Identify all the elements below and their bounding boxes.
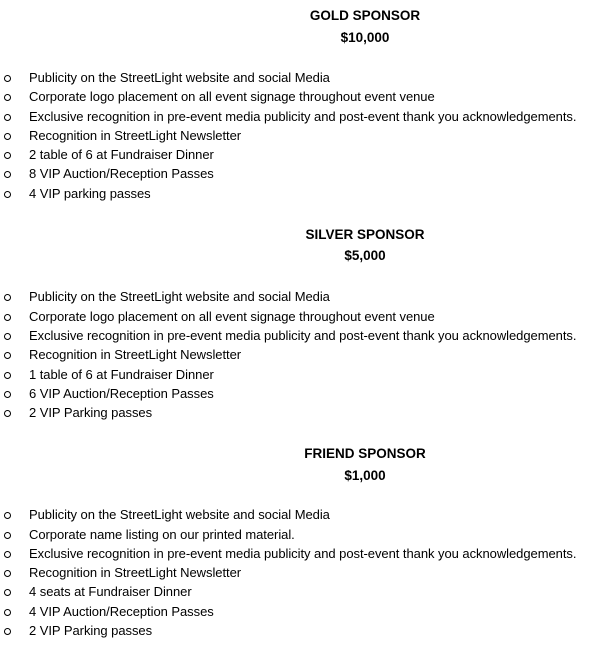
benefit-text: Publicity on the StreetLight website and social Media (29, 70, 330, 85)
benefit-text: Publicity on the StreetLight website and social Media (29, 507, 330, 522)
benefit-text: Corporate logo placement on all event signage throughout event venue (29, 89, 435, 104)
hollow-bullet-icon (4, 314, 11, 321)
hollow-bullet-icon (4, 391, 11, 398)
benefit-text: 6 VIP Auction/Reception Passes (29, 386, 214, 401)
benefit-text: Recognition in StreetLight Newsletter (29, 565, 242, 580)
tier-price: $10,000 (340, 30, 390, 45)
hollow-bullet-icon (4, 352, 11, 359)
hollow-bullet-icon (4, 551, 11, 558)
benefit-text: Corporate name listing on our printed material. (29, 527, 295, 542)
tier-price: $1,000 (344, 468, 386, 483)
benefit-text: Exclusive recognition in pre-event media publicity and post-event thank you acknowledgements. (29, 109, 577, 124)
hollow-bullet-icon (4, 570, 11, 577)
hollow-bullet-icon (4, 191, 11, 198)
benefit-text: Publicity on the StreetLight website and social Media (29, 289, 330, 304)
benefit-text: 4 VIP parking passes (29, 186, 151, 201)
hollow-bullet-icon (4, 152, 11, 159)
benefit-text: 1 table of 6 at Fundraiser Dinner (29, 367, 214, 382)
tier-title: FRIEND SPONSOR (304, 446, 426, 461)
benefit-text: Recognition in StreetLight Newsletter (29, 347, 242, 362)
tier-price: $5,000 (344, 248, 386, 263)
hollow-bullet-icon (4, 114, 11, 121)
benefit-text: Recognition in StreetLight Newsletter (29, 128, 242, 143)
benefit-text: 8 VIP Auction/Reception Passes (29, 166, 214, 181)
hollow-bullet-icon (4, 628, 11, 635)
benefit-text: Exclusive recognition in pre-event media publicity and post-event thank you acknowledgements. (29, 546, 577, 561)
tier-title: GOLD SPONSOR (309, 8, 421, 23)
hollow-bullet-icon (4, 512, 11, 519)
hollow-bullet-icon (4, 133, 11, 140)
hollow-bullet-icon (4, 333, 11, 340)
hollow-bullet-icon (4, 410, 11, 417)
benefit-text: 2 VIP Parking passes (29, 623, 153, 638)
hollow-bullet-icon (4, 372, 11, 379)
hollow-bullet-icon (4, 589, 11, 596)
benefit-text: Exclusive recognition in pre-event media publicity and post-event thank you acknowledgements. (29, 328, 577, 343)
tier-title: SILVER SPONSOR (305, 227, 425, 242)
benefit-text: 2 VIP Parking passes (29, 405, 153, 420)
benefit-text: 4 VIP Auction/Reception Passes (29, 604, 214, 619)
benefit-text: 2 table of 6 at Fundraiser Dinner (29, 147, 214, 162)
benefit-text: 4 seats at Fundraiser Dinner (29, 584, 192, 599)
benefit-text: Corporate logo placement on all event signage throughout event venue (29, 309, 435, 324)
hollow-bullet-icon (4, 171, 11, 178)
hollow-bullet-icon (4, 75, 11, 82)
hollow-bullet-icon (4, 94, 11, 101)
hollow-bullet-icon (4, 294, 11, 301)
hollow-bullet-icon (4, 532, 11, 539)
hollow-bullet-icon (4, 609, 11, 616)
